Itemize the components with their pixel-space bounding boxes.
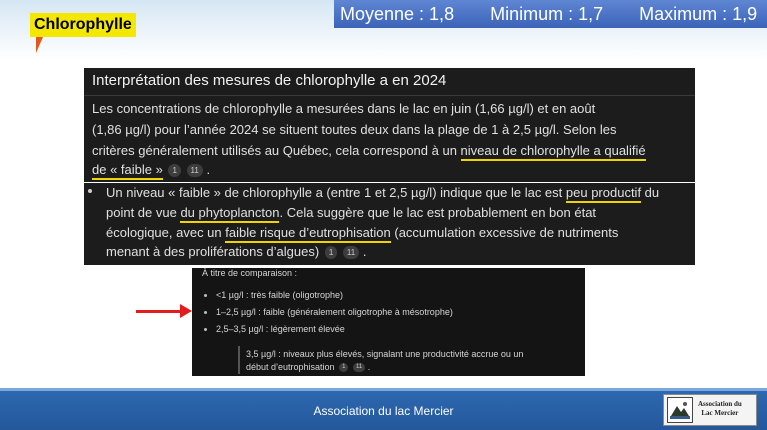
sub-item-line [246, 362, 370, 372]
bullet-icon [88, 189, 92, 193]
footer-accent [0, 388, 767, 391]
text-fragment: . [206, 162, 211, 177]
bullet-icon [204, 328, 207, 331]
red-arrow-icon [180, 304, 192, 318]
text-fragment: (accumulation excessive de nutriments [390, 225, 619, 240]
association-logo [663, 394, 757, 426]
logo-text [698, 400, 742, 418]
list-item [216, 290, 343, 300]
logo-line: Lac Mercier [701, 409, 739, 417]
list-item-text: <1 µg/l : très faible (oligotrophe) [216, 290, 344, 300]
red-arrow-shaft [136, 310, 182, 313]
text-fragment: du [641, 185, 660, 200]
paragraph-line [106, 204, 596, 222]
slide-title: Chlorophylle [30, 13, 136, 37]
paragraph-line: Les concentrations de chlorophylle a mesurées dans le lac en juin (1,66 µg/l) et en août [92, 101, 596, 116]
sub-item-text: début d’eutrophisation [246, 362, 335, 372]
list-item-text: 1–2,5 µg/l : faible (généralement oligotrophe à mésotrophe) [216, 307, 453, 317]
highlighted-text: faible risque d’eutrophisation [225, 225, 391, 243]
sub-item-text: 3,5 µg/l : niveaux plus élevés, signalant une productivité accrue ou un [246, 349, 524, 359]
list-item-text: 2,5–3,5 µg/l : légèrement élevée [216, 324, 345, 334]
quote-bar [238, 346, 240, 374]
sub-item-line [246, 349, 523, 359]
text-fragment: menant à des proliférations d’algues) [106, 244, 320, 259]
stats-bar [334, 0, 767, 28]
highlighted-text: niveau de chlorophylle a qualifié [461, 143, 646, 161]
reference-badge[interactable]: 11 [353, 363, 365, 372]
stat-maximum: Maximum : 1,9 [639, 4, 758, 24]
comparison-intro: À titre de comparaison : [202, 268, 298, 278]
footer-text: Association du lac Mercier [313, 404, 454, 418]
list-item [216, 307, 453, 317]
bullet-icon [204, 311, 207, 314]
text-fragment: . [362, 244, 367, 259]
highlighted-text: de « faible » [92, 162, 163, 180]
title-pointer [36, 37, 50, 53]
comparison-panel [192, 268, 585, 376]
stat-moyenne: Moyenne : 1,8 [340, 4, 455, 24]
paragraph-line: (1,86 µg/l) pour l’année 2024 se situent toutes deux dans la plage de 1 à 2,5 µg/l. Selon les [92, 122, 617, 137]
paragraph-line [92, 161, 210, 179]
list-item [216, 324, 345, 334]
paragraph-line [106, 243, 366, 261]
text-fragment: point de vue [106, 205, 181, 220]
paragraph-line [106, 224, 618, 242]
reference-badge[interactable]: 1 [339, 363, 348, 372]
logo-emblem-icon [667, 397, 693, 423]
bullet-icon [204, 294, 207, 297]
highlighted-text: peu productif [566, 185, 641, 203]
text-fragment: Un niveau « faible » de chlorophylle a (entre 1 et 2,5 µg/l) indique que le lac est [106, 185, 566, 200]
reference-badge[interactable]: 1 [325, 246, 337, 259]
interpretation-panel [84, 68, 695, 182]
reference-badge[interactable]: 11 [343, 246, 359, 259]
paragraph-line [92, 142, 646, 160]
reference-badge[interactable]: 11 [187, 164, 203, 177]
text-fragment: critères généralement utilisés au Québec, cela correspond à un [92, 143, 461, 158]
highlighted-text: du phytoplancton [180, 205, 279, 223]
text-fragment: . Cela suggère que le lac est probablement en bon état [279, 205, 597, 220]
logo-line: Association du [698, 400, 742, 408]
implication-panel [84, 183, 695, 265]
text-fragment: écologique, avec un [106, 225, 226, 240]
reference-badge[interactable]: 1 [168, 164, 180, 177]
text-fragment: . [367, 362, 371, 372]
divider [84, 95, 695, 96]
paragraph-line [106, 184, 659, 202]
stat-minimum: Minimum : 1,7 [490, 4, 604, 24]
panel-heading: Interprétation des mesures de chlorophylle a en 2024 [92, 72, 447, 89]
